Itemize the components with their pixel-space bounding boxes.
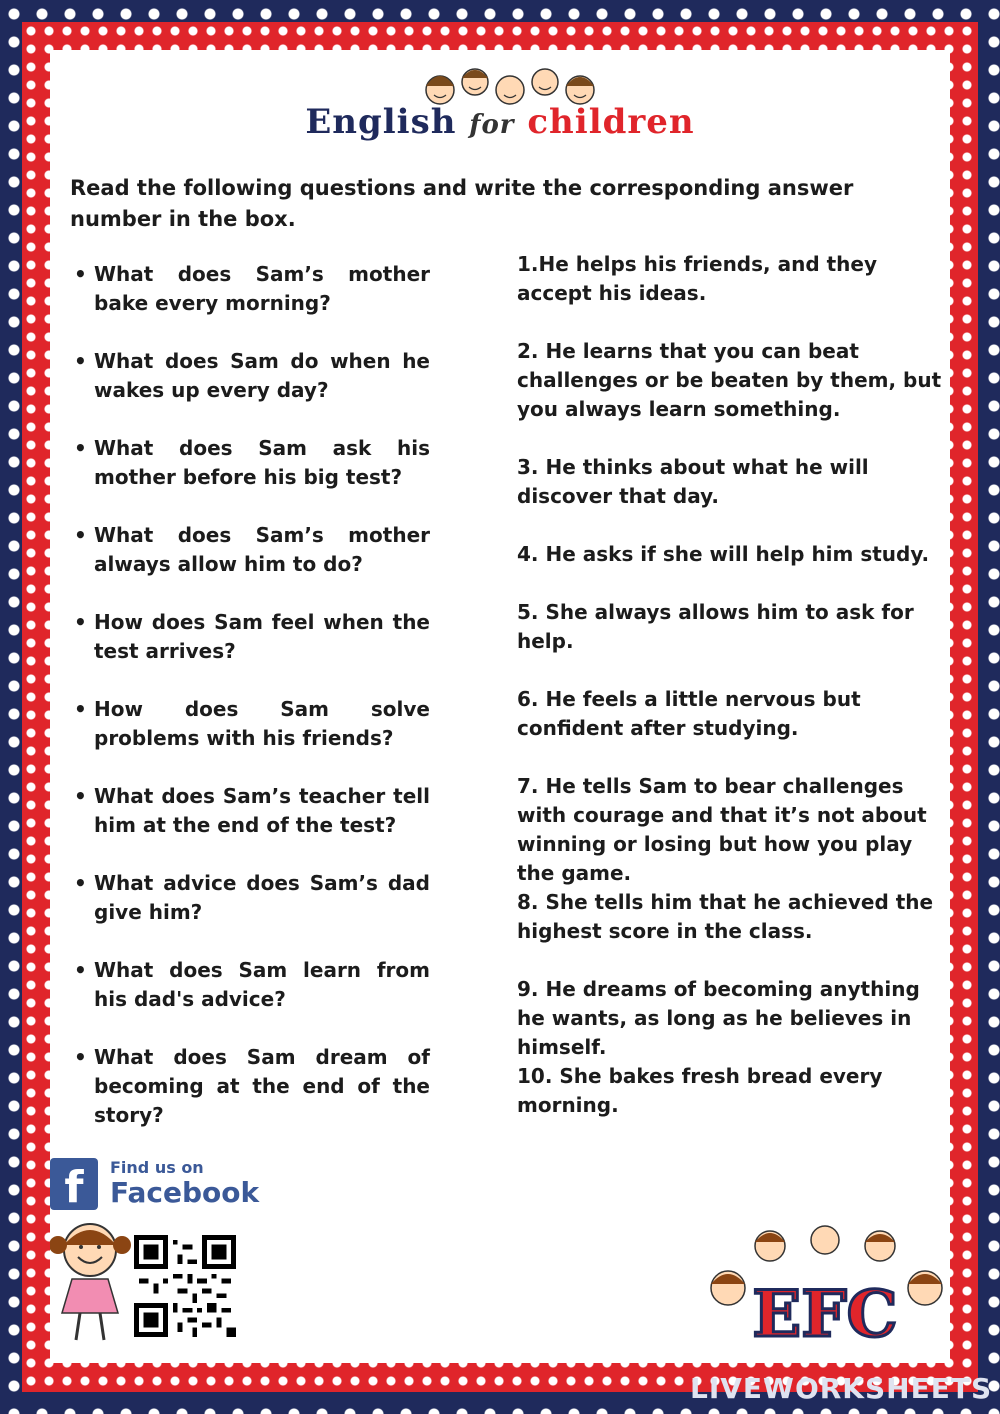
question-item xyxy=(70,434,430,521)
bullet-icon: • xyxy=(74,1045,87,1069)
answer-item: 8. She tells him that he achieved the highest score in the class. xyxy=(517,890,934,943)
bullet-icon: • xyxy=(74,262,87,286)
question-text: What does Sam dream of becoming at the end of the story? xyxy=(94,1045,430,1127)
question-text: How does Sam solve problems with his friends? xyxy=(94,697,430,750)
bullet-icon: • xyxy=(74,871,87,895)
girl-illustration xyxy=(50,1215,140,1345)
answer-item: 6. He feels a little nervous but confident after studying. xyxy=(517,687,861,740)
questions-list xyxy=(70,260,430,1130)
question-item xyxy=(70,695,430,782)
bullet-icon: • xyxy=(74,784,87,808)
liveworksheets-watermark: LIVEWORKSHEETS xyxy=(690,1372,993,1405)
question-text: What does Sam do when he wakes up every day? xyxy=(94,349,430,402)
question-item xyxy=(70,869,430,956)
question-text: What advice does Sam’s dad give him? xyxy=(94,871,430,924)
qr-code[interactable] xyxy=(134,1235,236,1337)
question-item xyxy=(70,608,430,695)
title-word-children: children xyxy=(527,102,695,142)
answer-item: 10. She bakes fresh bread every morning. xyxy=(517,1064,883,1117)
title-word-for: for xyxy=(469,110,515,140)
facebook-name: Facebook xyxy=(110,1176,260,1209)
bullet-icon: • xyxy=(74,523,87,547)
answers-list xyxy=(517,250,947,1120)
bullet-icon: • xyxy=(74,958,87,982)
bullet-icon: • xyxy=(74,610,87,634)
question-text: What does Sam ask his mother before his big test? xyxy=(94,436,430,489)
question-item xyxy=(70,1043,430,1130)
answer-item: 4. He asks if she will help him study. xyxy=(517,542,930,566)
facebook-icon: f xyxy=(50,1158,98,1210)
answer-item: 9. He dreams of becoming anything he wants, as long as he believes in himself. xyxy=(517,977,920,1059)
question-text: What does Sam’s teacher tell him at the end of the test? xyxy=(94,784,430,837)
answer-item: 2. He learns that you can beat challenges or be beaten by them, but you always learn something. xyxy=(517,339,942,421)
answer-item: 5. She always allows him to ask for help. xyxy=(517,600,914,653)
question-item xyxy=(70,260,430,347)
bullet-icon: • xyxy=(74,436,87,460)
efc-logo-text: EFC xyxy=(752,1277,898,1352)
title-word-english: English xyxy=(305,102,457,142)
answer-item: 7. He tells Sam to bear challenges with courage and that it’s not about winning or losing but how you play the game. xyxy=(517,774,927,885)
question-item xyxy=(70,347,430,434)
facebook-link[interactable] xyxy=(50,1158,260,1218)
efc-logo xyxy=(700,1218,950,1358)
bullet-icon: • xyxy=(74,349,87,373)
bullet-icon: • xyxy=(74,697,87,721)
question-item xyxy=(70,956,430,1043)
worksheet-paper xyxy=(50,50,950,1363)
page-title xyxy=(50,102,950,142)
answer-item: 3. He thinks about what he will discover that day. xyxy=(517,455,869,508)
question-text: What does Sam’s mother bake every morning? xyxy=(94,262,430,315)
question-text: What does Sam learn from his dad's advice? xyxy=(94,958,430,1011)
question-text: How does Sam feel when the test arrives? xyxy=(94,610,430,663)
question-item xyxy=(70,782,430,869)
question-item xyxy=(70,521,430,608)
question-text: What does Sam’s mother always allow him to do? xyxy=(94,523,430,576)
facebook-caption: Find us on xyxy=(110,1158,204,1177)
answer-item: 1.He helps his friends, and they accept his ideas. xyxy=(517,252,877,305)
instructions-text: Read the following questions and write the corresponding answer number in the box. xyxy=(70,176,854,231)
